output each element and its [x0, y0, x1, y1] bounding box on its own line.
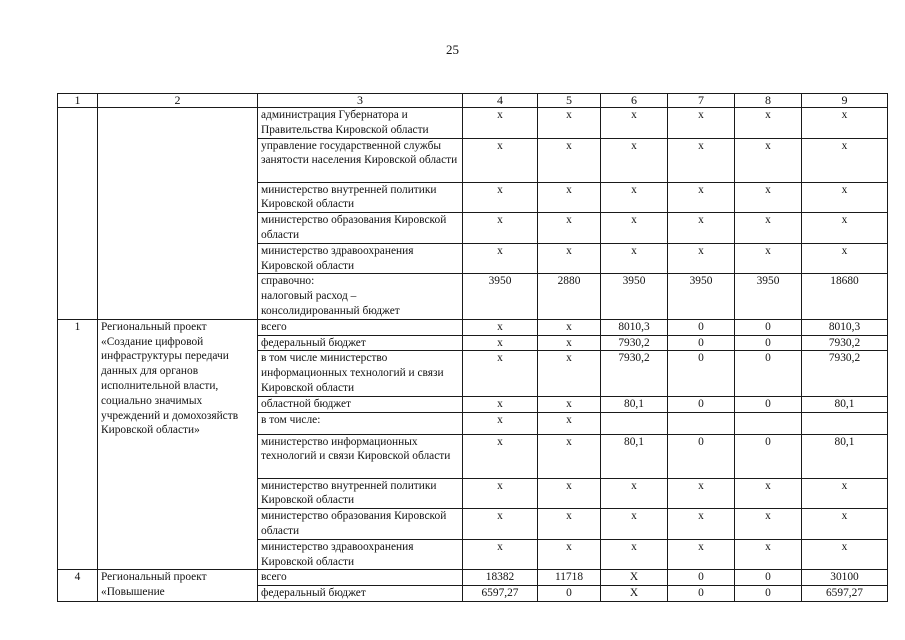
value-cell-col5: х [538, 539, 601, 570]
value-cell-col5: х [538, 243, 601, 274]
source-cell: министерство информационных технологий и связи Кировской области [258, 434, 463, 478]
value-cell-col7: х [668, 213, 735, 244]
value-cell-col9: 8010,3 [802, 319, 888, 335]
project-name-cell: Региональный проект «Повышение [98, 570, 258, 602]
value-cell-col6: х [601, 509, 668, 540]
value-cell-col4: х [463, 335, 538, 351]
value-cell-col6: х [601, 243, 668, 274]
value-cell-col9: х [802, 182, 888, 213]
value-cell-col6: Х [601, 586, 668, 602]
source-cell: администрация Губернатора и Правительства Кировской области [258, 108, 463, 139]
source-cell: министерство образования Кировской области [258, 509, 463, 540]
value-cell-col4: х [463, 243, 538, 274]
source-cell: федеральный бюджет [258, 586, 463, 602]
value-cell-col5: х [538, 319, 601, 335]
value-cell-col8: х [735, 539, 802, 570]
header-cell: 3 [258, 94, 463, 108]
value-cell-col5: х [538, 182, 601, 213]
value-cell-col8: х [735, 138, 802, 182]
value-cell-col4: х [463, 509, 538, 540]
source-cell: всего [258, 570, 463, 586]
value-cell-col9: 30100 [802, 570, 888, 586]
value-cell-col5: х [538, 412, 601, 434]
value-cell-col7: 0 [668, 570, 735, 586]
value-cell-col4: х [463, 213, 538, 244]
value-cell-col5: х [538, 509, 601, 540]
value-cell-col9 [802, 412, 888, 434]
value-cell-col4: 6597,27 [463, 586, 538, 602]
source-cell: областной бюджет [258, 396, 463, 412]
source-cell: справочно: налоговый расход – консолидированный бюджет [258, 274, 463, 319]
value-cell-col4: х [463, 182, 538, 213]
value-cell-col5: х [538, 351, 601, 396]
header-cell: 6 [601, 94, 668, 108]
page-number: 25 [446, 42, 459, 57]
value-cell-col8: 0 [735, 319, 802, 335]
value-cell-col7: х [668, 539, 735, 570]
value-cell-col9: х [802, 108, 888, 139]
value-cell-col8: х [735, 213, 802, 244]
value-cell-col7: 0 [668, 319, 735, 335]
value-cell-col6: 3950 [601, 274, 668, 319]
value-cell-col4: 18382 [463, 570, 538, 586]
table-row [58, 108, 888, 139]
header-cell: 7 [668, 94, 735, 108]
table-row [58, 570, 888, 586]
value-cell-col8: 0 [735, 586, 802, 602]
row-number-cell: 1 [58, 319, 98, 570]
value-cell-col8 [735, 412, 802, 434]
value-cell-col6: х [601, 213, 668, 244]
source-cell: всего [258, 319, 463, 335]
value-cell-col7: 0 [668, 335, 735, 351]
value-cell-col7: х [668, 478, 735, 509]
value-cell-col6: 7930,2 [601, 351, 668, 396]
header-cell: 1 [58, 94, 98, 108]
value-cell-col8: х [735, 182, 802, 213]
source-cell: в том числе: [258, 412, 463, 434]
value-cell-col4: х [463, 396, 538, 412]
value-cell-col9: х [802, 138, 888, 182]
source-cell: министерство внутренней политики Кировской области [258, 478, 463, 509]
value-cell-col5: х [538, 478, 601, 509]
value-cell-col8: 0 [735, 335, 802, 351]
value-cell-col7: х [668, 138, 735, 182]
header-cell: 8 [735, 94, 802, 108]
value-cell-col6 [601, 412, 668, 434]
value-cell-col8: х [735, 108, 802, 139]
value-cell-col7: 0 [668, 586, 735, 602]
value-cell-col6: 7930,2 [601, 335, 668, 351]
value-cell-col7: 0 [668, 396, 735, 412]
value-cell-col5: 11718 [538, 570, 601, 586]
value-cell-col6: х [601, 138, 668, 182]
value-cell-col9: 7930,2 [802, 335, 888, 351]
value-cell-col5: х [538, 396, 601, 412]
value-cell-col8: 0 [735, 396, 802, 412]
value-cell-col9: х [802, 213, 888, 244]
value-cell-col5: 2880 [538, 274, 601, 319]
header-cell: 9 [802, 94, 888, 108]
value-cell-col7: х [668, 243, 735, 274]
value-cell-col9: 7930,2 [802, 351, 888, 396]
value-cell-col9: 80,1 [802, 396, 888, 412]
value-cell-col7 [668, 412, 735, 434]
value-cell-col8: 0 [735, 351, 802, 396]
value-cell-col9: х [802, 509, 888, 540]
value-cell-col6: х [601, 539, 668, 570]
value-cell-col5: х [538, 335, 601, 351]
value-cell-col9: 18680 [802, 274, 888, 319]
source-cell: министерство здравоохранения Кировской области [258, 539, 463, 570]
value-cell-col4: х [463, 434, 538, 478]
source-cell: федеральный бюджет [258, 335, 463, 351]
value-cell-col4: 3950 [463, 274, 538, 319]
value-cell-col5: 0 [538, 586, 601, 602]
value-cell-col8: х [735, 509, 802, 540]
value-cell-col6: х [601, 182, 668, 213]
source-cell: управление государственной службы занятости населения Кировской области [258, 138, 463, 182]
value-cell-col5: х [538, 138, 601, 182]
source-cell: министерство внутренней политики Кировской области [258, 182, 463, 213]
value-cell-col6: Х [601, 570, 668, 586]
value-cell-col6: 8010,3 [601, 319, 668, 335]
value-cell-col7: х [668, 509, 735, 540]
value-cell-col8: 3950 [735, 274, 802, 319]
value-cell-col8: х [735, 243, 802, 274]
value-cell-col9: х [802, 478, 888, 509]
value-cell-col7: 3950 [668, 274, 735, 319]
value-cell-col9: х [802, 539, 888, 570]
value-cell-col5: х [538, 108, 601, 139]
value-cell-col8: 0 [735, 570, 802, 586]
value-cell-col4: х [463, 108, 538, 139]
project-name-cell: Региональный проект «Создание цифровой инфраструктуры передачи данных для органов исполнительной власти, социально значимых учреждений и домохозяйств Кировской области» [98, 319, 258, 570]
header-cell: 2 [98, 94, 258, 108]
value-cell-col6: 80,1 [601, 396, 668, 412]
value-cell-col9: 6597,27 [802, 586, 888, 602]
value-cell-col5: х [538, 213, 601, 244]
source-cell: министерство образования Кировской области [258, 213, 463, 244]
value-cell-col5: х [538, 434, 601, 478]
value-cell-col4: х [463, 412, 538, 434]
value-cell-col7: х [668, 182, 735, 213]
value-cell-col4: х [463, 138, 538, 182]
value-cell-col4: х [463, 319, 538, 335]
project-name-cell [98, 108, 258, 320]
source-cell: в том числе министерство информационных технологий и связи Кировской области [258, 351, 463, 396]
row-number-cell [58, 108, 98, 320]
value-cell-col6: 80,1 [601, 434, 668, 478]
value-cell-col7: х [668, 108, 735, 139]
table-row [58, 319, 888, 335]
value-cell-col4: х [463, 478, 538, 509]
budget-table [57, 93, 888, 602]
value-cell-col6: х [601, 108, 668, 139]
source-cell: министерство здравоохранения Кировской области [258, 243, 463, 274]
value-cell-col6: х [601, 478, 668, 509]
row-number-cell: 4 [58, 570, 98, 602]
header-cell: 4 [463, 94, 538, 108]
value-cell-col7: 0 [668, 351, 735, 396]
value-cell-col8: 0 [735, 434, 802, 478]
value-cell-col9: 80,1 [802, 434, 888, 478]
value-cell-col7: 0 [668, 434, 735, 478]
header-cell: 5 [538, 94, 601, 108]
value-cell-col4: х [463, 351, 538, 396]
value-cell-col9: х [802, 243, 888, 274]
value-cell-col4: х [463, 539, 538, 570]
value-cell-col8: х [735, 478, 802, 509]
header-row [58, 94, 888, 108]
